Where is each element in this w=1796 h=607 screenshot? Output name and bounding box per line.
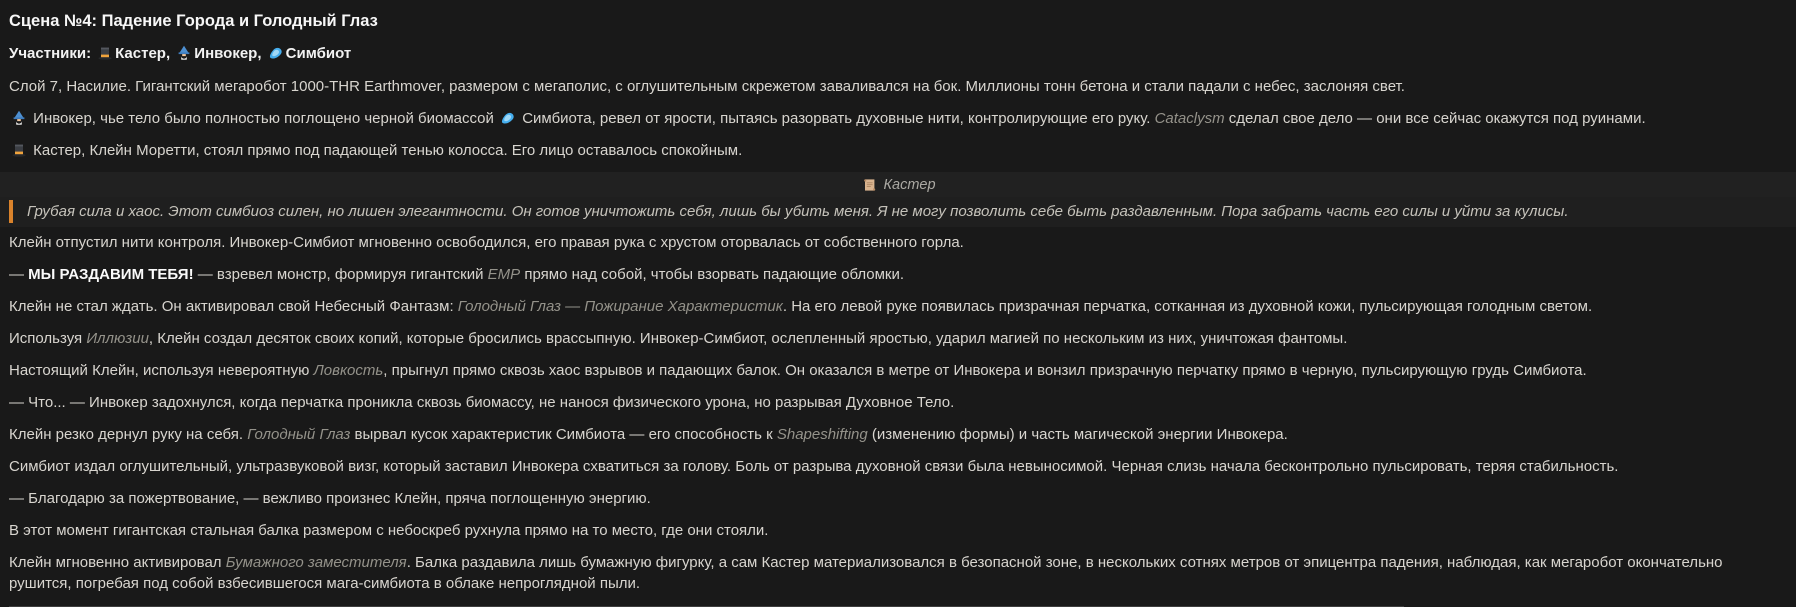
narrative-text: Симбиота, ревел от ярости, пытаясь разорвать духовные нити, контролирующие его руку.	[518, 110, 1155, 128]
narrative-text: — взревел монстр, формируя гигантский	[193, 266, 488, 284]
quote-block-wrap	[0, 197, 1796, 227]
narrative-text: Кастер, Клейн Моретти, стоял прямо под падающей тенью колосса. Его лицо оставалось спокойным.	[29, 142, 743, 160]
narrative-text: Клейн не стал ждать. Он активировал свой Небесный Фантазм:	[9, 298, 458, 316]
term-text: Cataclysm	[1154, 110, 1225, 128]
narrative-text: , Клейн создал десяток своих копий, которые бросились врассыпную. Инвокер-Симбиот, ослепленный яростью, ударил магией по нескольким из них, уничтожая фантомы.	[148, 330, 1348, 348]
narrative-text: сделал свое дело — они все сейчас окажутся под руинами.	[1224, 110, 1646, 128]
narrative-text: В этот момент гигантская стальная балка размером с небоскреб рухнула прямо на то место, где они стояли.	[9, 522, 769, 540]
term-text: Голодный Глаз — Пожирание Характеристик	[457, 298, 783, 316]
story-paragraph	[9, 328, 1786, 349]
speaker-header	[0, 172, 1796, 197]
mage-icon	[11, 110, 27, 126]
term-text: EMP	[487, 266, 521, 284]
story-paragraph	[9, 424, 1786, 445]
story-paragraph	[9, 108, 1786, 129]
narrative-text: Клейн отпустил нити контроля. Инвокер-Симбиот мгновенно освободился, его правая рука с хрустом оторвалась от собственного горла.	[9, 234, 964, 252]
top-hat-icon	[11, 142, 27, 158]
narrative-text: (изменению формы) и часть магической энергии Инвокера.	[867, 426, 1288, 444]
scene-title: Сцена №4: Падение Города и Голодный Глаз	[9, 12, 378, 30]
scroll-icon	[862, 177, 878, 193]
narrative-text: Инвокер, чье тело было полностью поглощено черной биомассой	[29, 110, 499, 128]
emphasis-text: МЫ РАЗДАВИМ ТЕБЯ!	[28, 266, 194, 284]
narrative-text: . Балка раздавила лишь бумажную фигурку, а сам Кастер материализовался в безопасной зоне, в нескольких сотнях метров от эпицентра падения, наблюдая, как мегаробот окончательно рушится, погребая под собой взбесившегося мага-симбиота в облаке непроглядной пыли.	[9, 554, 1723, 593]
participant-name: Инвокер,	[194, 45, 266, 63]
story-paragraph	[9, 552, 1786, 594]
story-paragraph	[9, 360, 1786, 381]
story-paragraph	[9, 456, 1786, 477]
narrative-text: —	[9, 266, 29, 284]
narrative-text: Симбиот издал оглушительный, ультразвуковой визг, который заставил Инвокера схватиться за голову. Боль от разрыва духовной связи была невыносимой. Черная слизь начала бесконтрольно пульсировать, теряя стабильность.	[9, 458, 1619, 476]
story-paragraph	[9, 140, 1786, 161]
story-paragraph	[9, 76, 1786, 97]
story-log	[9, 76, 1786, 607]
story-paragraph	[9, 264, 1786, 285]
term-text: Ловкость	[313, 362, 384, 380]
narrative-text: Настоящий Клейн, используя невероятную	[9, 362, 314, 380]
comet-icon	[500, 110, 516, 126]
narrative-text: Используя	[9, 330, 87, 348]
term-text: Иллюзии	[86, 330, 149, 348]
comet-icon	[268, 45, 284, 61]
mage-icon	[176, 45, 192, 61]
narrative-text: , прыгнул прямо сквозь хаос взрывов и падающих балок. Он оказался в метре от Инвокера и вонзил призрачную перчатку прямо в черную, пульсирующую грудь Симбиота.	[383, 362, 1587, 380]
top-hat-icon	[97, 45, 113, 61]
narrative-text: . На его левой руке появилась призрачная перчатка, сотканная из духовной кожи, пульсирующая голодным светом.	[782, 298, 1593, 316]
participants-label: Участники:	[9, 45, 92, 63]
narrative-text: Грубая сила и хаос. Этот симбиоз силен, но лишен элегантности. Он готов уничтожить себя, лишь бы убить меня. Я не могу позволить себе быть раздавленным. Пора забрать часть его силы и уйти за кулисы.	[27, 203, 1569, 221]
narrative-text: — Что... — Инвокер задохнулся, когда перчатка проникла сквозь биомассу, не нанося физического урона, но разрывая Духовное Тело.	[9, 394, 955, 412]
story-paragraph	[9, 520, 1786, 541]
participants-line	[9, 43, 1786, 64]
narrative-text: Слой 7, Насилие. Гигантский мегаробот 1000-THR Earthmover, размером с мегаполис, с оглушительным скрежетом заваливался на бок. Миллионы тонн бетона и стали падали с небес, заслоняя свет.	[9, 78, 1405, 96]
participants-list	[95, 45, 351, 62]
speaker-name: Кастер	[883, 177, 936, 194]
scene-header	[9, 10, 1786, 64]
narrative-text: вырвал кусок характеристик Симбиота — его способность к	[350, 426, 777, 444]
narrative-text: — Благодарю за пожертвование, — вежливо произнес Клейн, пряча поглощенную энергию.	[9, 490, 651, 508]
story-paragraph	[9, 296, 1786, 317]
story-paragraph	[9, 392, 1786, 413]
inner-monologue-quote	[9, 200, 1788, 223]
term-text: Голодный Глаз	[247, 426, 351, 444]
term-text: Бумажного заместителя	[225, 554, 407, 572]
participant-name: Симбиот	[285, 45, 352, 63]
participant-name: Кастер,	[115, 45, 175, 63]
story-paragraph	[9, 232, 1786, 253]
term-text: Shapeshifting	[776, 426, 868, 444]
narrative-text: Клейн резко дернул руку на себя.	[9, 426, 248, 444]
narrative-text: Клейн мгновенно активировал	[9, 554, 226, 572]
story-paragraph	[9, 488, 1786, 509]
narrative-text: прямо над собой, чтобы взорвать падающие обломки.	[520, 266, 905, 284]
